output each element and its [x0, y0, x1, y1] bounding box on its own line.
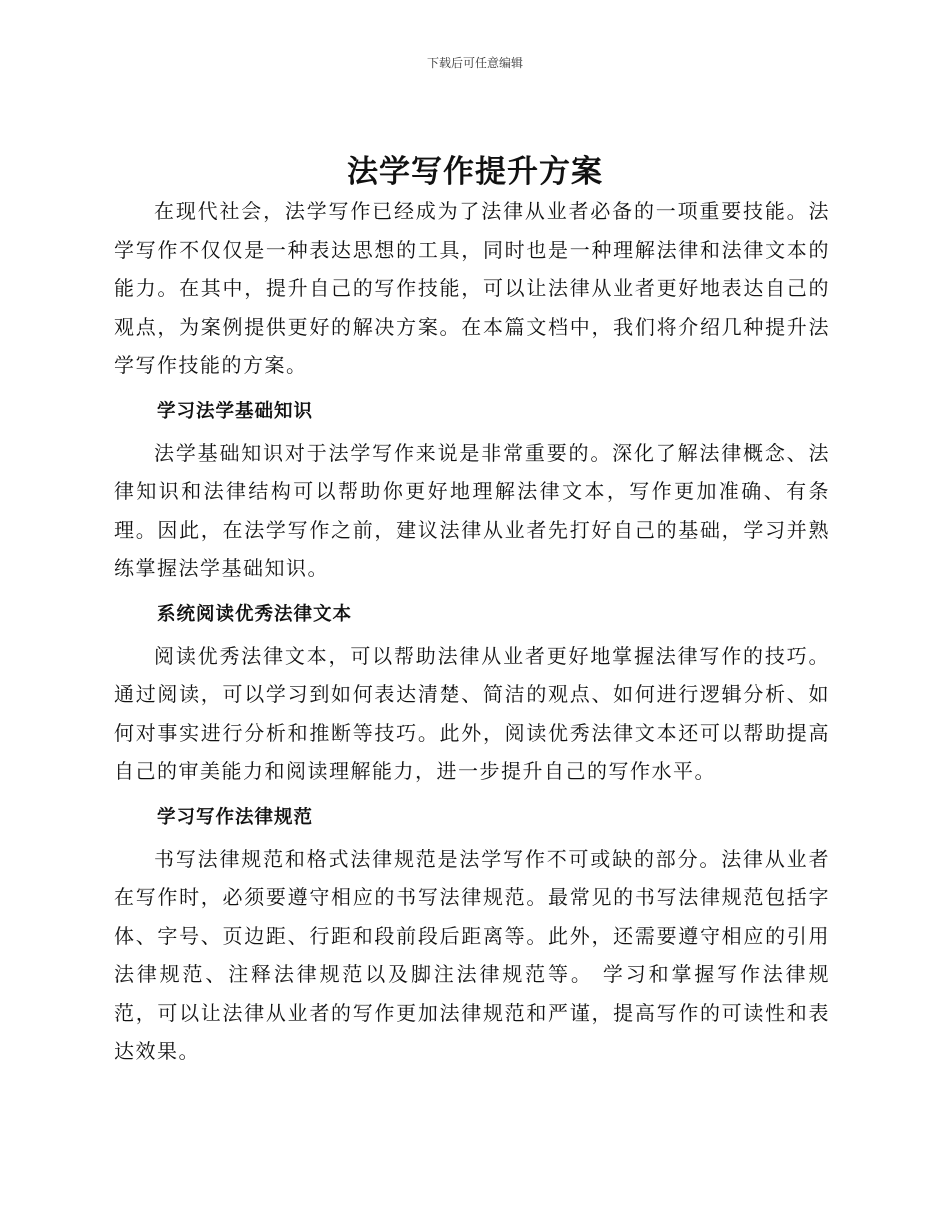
document-title: 法学写作提升方案 [347, 154, 603, 190]
document-body [114, 192, 830, 1071]
page-header-note: 下载后可任意编辑 [426, 56, 523, 70]
section-paragraph-basics: 法学基础知识对于法学写作来说是非常重要的。深化了解法律概念、法律知识和法律结构可以帮助你更好地理解法律文本，写作更加准确、有条理。因此，在法学写作之前，建议法律从业者先打好自己的基础，学习并熟练掌握法学基础知识。 [114, 440, 830, 580]
intro-paragraph: 在现代社会，法学写作已经成为了法律从业者必备的一项重要技能。法学写作不仅仅是一种表达思想的工具，同时也是一种理解法律和法律文本的能力。在其中，提升自己的写作技能，可以让法律从业者更好地表达自己的观点，为案例提供更好的解决方案。在本篇文档中，我们将介绍几种提升法学写作技能的方案。 [114, 199, 830, 377]
section-heading-basics: 学习法学基础知识 [157, 400, 314, 422]
section-paragraph-norms: 书写法律规范和格式法律规范是法学写作不可或缺的部分。法律从业者在写作时，必须要遵守相应的书写法律规范。最常见的书写法律规范包括字体、字号、页边距、行距和段前段后距离等。此外，还需要遵守相应的引用法律规范、注释法律规范以及脚注法律规范等。 学习和掌握写作法律规范，可以让法律从业者的写作更加法律规范和严谨，提高写作的可读性和表达效果。 [114, 846, 830, 1063]
section-heading-norms: 学习写作法律规范 [157, 806, 314, 828]
section-heading-reading: 系统阅读优秀法律文本 [157, 603, 353, 625]
section-paragraph-reading: 阅读优秀法律文本，可以帮助法律从业者更好地掌握法律写作的技巧。通过阅读，可以学习到如何表达清楚、简洁的观点、如何进行逻辑分析、如何对事实进行分析和推断等技巧。此外，阅读优秀法律文本还可以帮助提高自己的审美能力和阅读理解能力，进一步提升自己的写作水平。 [114, 643, 830, 783]
